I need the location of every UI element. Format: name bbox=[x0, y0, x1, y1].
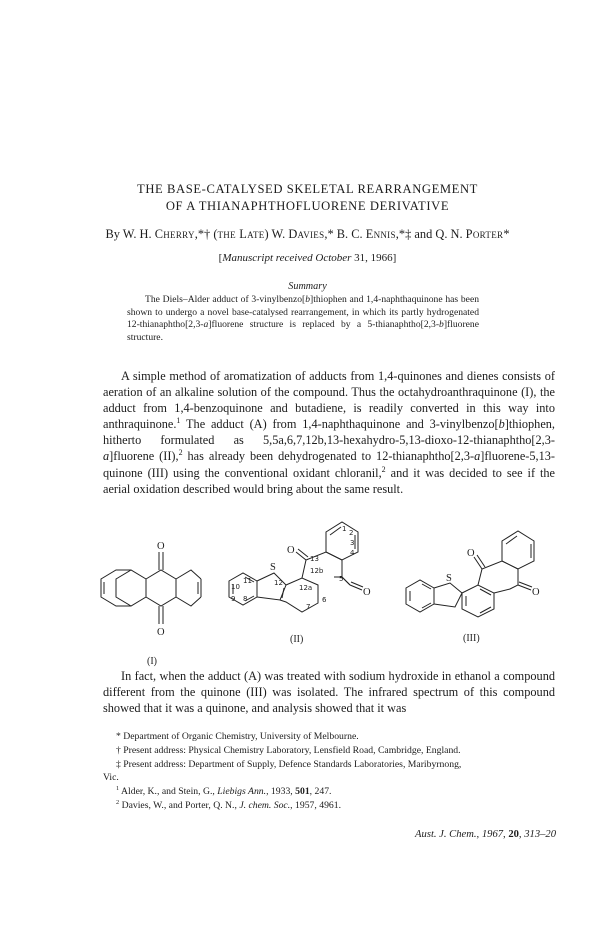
svg-text:12: 12 bbox=[274, 579, 283, 587]
svg-text:11: 11 bbox=[243, 577, 252, 585]
author-porter: Porter bbox=[465, 227, 504, 241]
structure-iii bbox=[400, 513, 560, 648]
structure-ii bbox=[224, 518, 384, 648]
atom-o: O bbox=[532, 587, 540, 598]
reference-1: $^1$ Alder, K., and Stein, G., Liebigs Ann., 1933, 501, 247. bbox=[116, 784, 332, 797]
footnote-affiliation-1: * Department of Organic Chemistry, University of Melbourne. bbox=[116, 731, 359, 742]
reference-2: $^2$ Davies, W., and Porter, Q. N., J. chem. Soc., 1957, 4961. bbox=[116, 798, 342, 811]
svg-text:9: 9 bbox=[231, 595, 236, 603]
svg-text:12a: 12a bbox=[299, 584, 313, 592]
footnote-affiliation-3: ‡ Present address: Department of Supply, Defence Standards Laboratories, Maribyrnong, bbox=[116, 759, 462, 770]
atom-o: O bbox=[157, 627, 165, 638]
svg-text:13: 13 bbox=[310, 555, 319, 563]
author-ennis: Ennis bbox=[365, 227, 396, 241]
footnote-affiliation-3-cont: Vic. bbox=[103, 772, 119, 783]
svg-text:10: 10 bbox=[231, 583, 240, 591]
svg-text:8: 8 bbox=[243, 595, 248, 603]
structure-i bbox=[95, 518, 205, 668]
label-iii: (III) bbox=[463, 633, 480, 644]
svg-text:6: 6 bbox=[322, 596, 327, 604]
summary-heading: Summary bbox=[288, 281, 327, 292]
svg-text:3: 3 bbox=[350, 539, 355, 547]
svg-text:4: 4 bbox=[350, 549, 355, 557]
author-davies: Davies bbox=[288, 227, 325, 241]
title-line-2: OF A THIANAPHTHOFLUORENE DERIVATIVE bbox=[165, 199, 450, 213]
label-i: (I) bbox=[147, 656, 157, 667]
label-ii: (II) bbox=[290, 634, 304, 645]
journal-citation: Aust. J. Chem., 1967, 20, 313–20 bbox=[415, 829, 556, 840]
title-line-1: THE BASE-CATALYSED SKELETAL REARRANGEMENT bbox=[137, 182, 478, 196]
atom-o: O bbox=[363, 587, 371, 598]
atom-o: O bbox=[467, 548, 475, 559]
svg-text:5: 5 bbox=[339, 575, 344, 583]
author-cherry: Cherry bbox=[154, 227, 195, 241]
paragraph-2: In fact, when the adduct (A) was treated with sodium hydroxide in ethanol a compound different from the quinone (III) was isolated. The infrared spectrum of this compound showed that it was a quinone, and analysis showed that it was bbox=[103, 669, 555, 716]
author-line: By W. H. Cherry,*† (the Late) W. Davies,* B. C. Ennis,*‡ and Q. N. Porter* bbox=[105, 227, 510, 241]
received-date: [Manuscript received October 31, 1966] bbox=[218, 252, 397, 264]
atom-o: O bbox=[287, 545, 295, 556]
paragraph-1: A simple method of aromatization of adducts from 1,4-quinones and dienes consists of aeration of an alkaline solution of the compound. Thus the octahydroanthraquinone (I), the adduct from 1,4-benzoquinone and butadiene, is readily converted in this way into anthraquinone.$^1$ The adduct (A) from 1,4-naphthaquinone and 3-vinylbenzo[b]thiophen, hitherto formulated as 5,5a,6,7,12b,13-hexahydro-5,13-dioxo-12-thianaphtho[2,3-a]fluorene (II),$^2$ has already been dehydrogenated to 12-thianaphtho[2,3-a]fluorene-5,13-quinone (III) using the conventional oxidant chloranil,$^2$ and it was decided to see if the aerial oxidation described would bring about the same result. bbox=[103, 369, 556, 496]
summary-text: The Diels–Alder adduct of 3-vinylbenzo[b]thiophen and 1,4-naphthaquinone has been shown to undergo a novel base-catalysed rearrangement, in which its partly hydrogenated 12-thianaphtho[2,3-a]fluorene structure is replaced by a 5-thianaphtho[2,3-b]fluorene structure. bbox=[127, 294, 479, 343]
svg-text:12b: 12b bbox=[310, 567, 324, 575]
svg-text:1: 1 bbox=[342, 525, 347, 533]
atom-o: O bbox=[157, 541, 165, 552]
footnote-affiliation-2: † Present address: Physical Chemistry Laboratory, Lensfield Road, Cambridge, England. bbox=[116, 745, 461, 756]
atom-s: S bbox=[446, 573, 452, 584]
svg-text:2: 2 bbox=[349, 529, 354, 537]
atom-s: S bbox=[270, 562, 276, 573]
svg-text:7: 7 bbox=[306, 603, 311, 611]
